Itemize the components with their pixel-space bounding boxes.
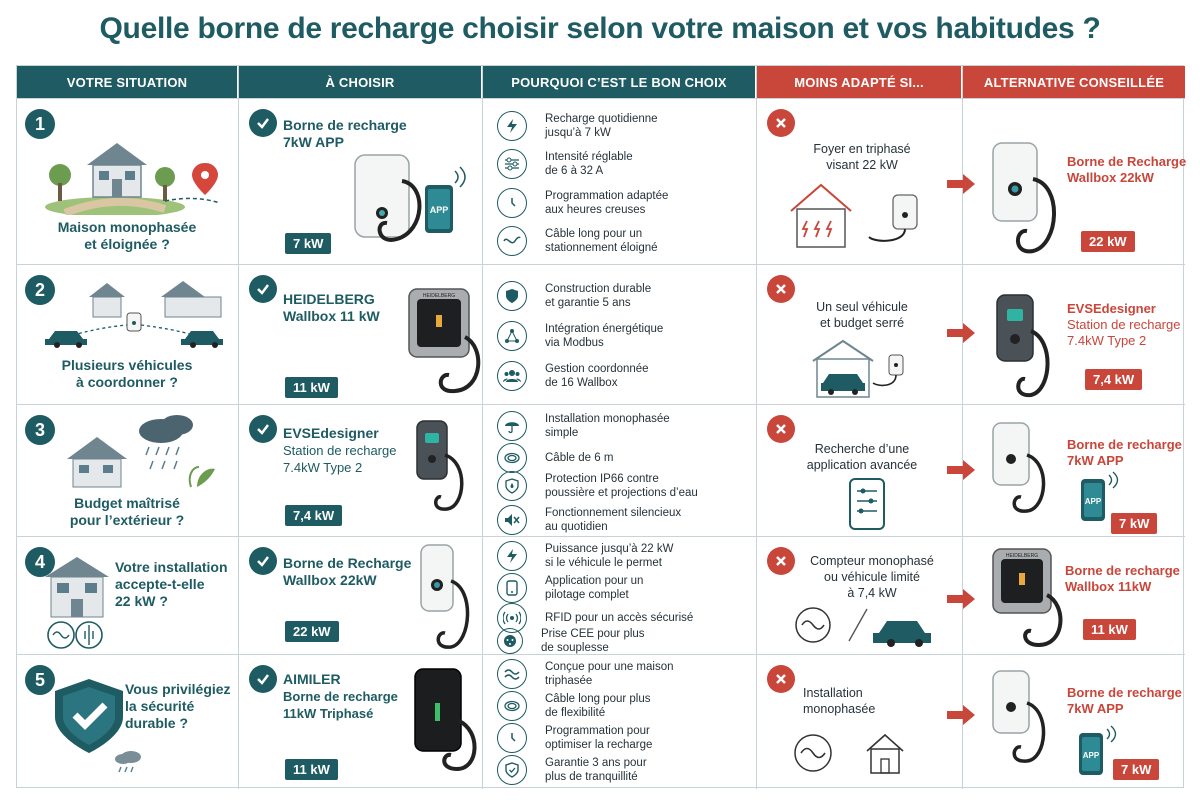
garage-car-icon <box>809 337 929 399</box>
header-why: POURQUOI C’EST LE BON CHOIX <box>483 66 755 98</box>
alternative-name: EVSEdesigner Station de recharge 7.4kW Type 2 <box>1067 301 1181 348</box>
wallbox-dark-icon <box>413 419 479 515</box>
app-label: APP <box>1084 497 1102 506</box>
power-badge: 11 kW <box>285 759 338 780</box>
arrow-right-icon <box>947 589 975 609</box>
x-icon <box>767 109 795 137</box>
wallbox-white-alt-icon <box>987 419 1063 515</box>
phone-icon <box>497 573 527 603</box>
reason-item: Protection IP66 contre poussière et projections d’eau <box>497 471 745 501</box>
table-row <box>17 404 1185 536</box>
reason-item: Recharge quotidienne jusqu’à 7 kW <box>497 111 745 141</box>
wallbox-white-alt-icon <box>987 667 1063 767</box>
cable-coil-icon <box>497 691 527 721</box>
alternative-name: Borne de recharge 7kW APP <box>1067 685 1182 716</box>
clock-icon <box>497 723 527 753</box>
x-icon <box>767 415 795 443</box>
house-rain-icon <box>53 413 223 493</box>
check-icon <box>249 665 277 693</box>
less-suited-text: Un seul véhicule et budget serré <box>816 300 908 330</box>
reason-item: Câble long pour plus de flexibilité <box>497 691 745 721</box>
less-suited-text: Compteur monophasé ou véhicule limité à 7,4 kW <box>810 554 934 600</box>
reason-item: Programmation pour optimiser la recharge <box>497 723 745 753</box>
app-label: APP <box>429 205 449 215</box>
house-landscape-icon <box>45 135 225 215</box>
check-icon <box>249 275 277 303</box>
wallbox-heidelberg-icon <box>405 287 485 397</box>
product-name: Borne de recharge 7kW APP <box>283 117 407 150</box>
device-brand-label: HEIDELBERG <box>1005 553 1039 559</box>
header-situation: VOTRE SITUATION <box>17 66 237 98</box>
header-less: MOINS ADAPTÉ SI... <box>757 66 961 98</box>
check-icon <box>249 415 277 443</box>
product-name: EVSEdesigner Station de recharge 7.4kW Type 2 <box>283 425 397 475</box>
cable-coil-icon <box>497 443 527 473</box>
app-settings-phone-icon <box>847 477 887 531</box>
check-icon <box>249 109 277 137</box>
check-icon <box>249 547 277 575</box>
situation-text: Plusieurs véhicules à coordonner ? <box>61 357 193 390</box>
umbrella-icon <box>497 411 527 441</box>
table-row <box>17 654 1185 789</box>
alternative-badge: 7,4 kW <box>1085 369 1142 390</box>
single-phase-car-icon <box>793 603 953 647</box>
header-choose: À CHOISIR <box>239 66 481 98</box>
power-badge: 7,4 kW <box>285 505 342 526</box>
wallbox-white-icon <box>417 543 483 651</box>
arrow-right-icon <box>947 174 975 194</box>
reason-item: Câble de 6 m <box>497 443 745 473</box>
arrow-right-icon <box>947 323 975 343</box>
alternative-badge: 7 kW <box>1111 513 1157 534</box>
lightning-icon <box>497 111 527 141</box>
situation-text: Maison monophasée et éloignée ? <box>57 219 197 252</box>
comparison-table <box>16 65 1187 788</box>
page-title: Quelle borne de recharge choisir selon votre maison et vos habitudes ? <box>99 12 1101 45</box>
reason-item: Garantie 3 ans pour plus de tranquillité <box>497 755 745 785</box>
arrow-right-icon <box>947 460 975 480</box>
alternative-badge: 11 kW <box>1083 619 1136 640</box>
x-icon <box>767 665 795 693</box>
power-badge: 11 kW <box>285 377 338 398</box>
reason-item: Prise CEE pour plus de souplesse <box>497 627 741 655</box>
situation-text: Budget maîtrisé pour l’extérieur ? <box>69 495 185 528</box>
wallbox-heidelberg-alt-icon <box>989 545 1069 649</box>
product-name: AIMILER Borne de recharge 11kW Triphasé <box>283 671 398 721</box>
table-row <box>17 536 1185 654</box>
product-name: HEIDELBERG Wallbox 11 kW <box>283 291 380 324</box>
alternative-name: Borne de recharge Wallbox 11kW <box>1065 563 1180 594</box>
row-number: 4 <box>25 547 55 577</box>
alternative-name: Borne de recharge 7kW APP <box>1067 437 1182 468</box>
sliders-icon <box>497 149 527 179</box>
less-suited-text: Recherche d’une application avancée <box>806 442 918 472</box>
reason-item: Fonctionnement silencieux au quotidien <box>497 505 745 535</box>
alternative-badge: 7 kW <box>1113 759 1159 780</box>
wallbox-black-icon <box>409 665 485 775</box>
lightning-icon <box>497 541 527 571</box>
clock-icon <box>497 188 527 218</box>
house-meter-icon <box>41 555 117 651</box>
reason-item: Installation monophasée simple <box>497 411 745 441</box>
mute-icon <box>497 505 527 535</box>
alternative-badge: 22 kW <box>1081 231 1135 252</box>
row-number: 1 <box>25 109 55 139</box>
network-icon <box>497 321 527 351</box>
reason-item: Intensité réglable de 6 à 32 A <box>497 149 745 179</box>
situation-text: Votre installation accepte-t-elle 22 kW ? <box>115 559 228 609</box>
situation-text: Vous privilégiez la sécurité durable ? <box>125 681 231 731</box>
reason-item: Gestion coordonnée de 16 Wallbox <box>497 361 745 391</box>
wallbox-white-alt-icon <box>987 139 1067 259</box>
shield-icon <box>497 281 527 311</box>
reason-item: Conçue pour une maison triphasée <box>497 659 745 689</box>
wave-icon <box>497 659 527 689</box>
row-number: 2 <box>25 275 55 305</box>
reason-item: Puissance jusqu’à 22 kW si le véhicule le permet <box>497 541 745 571</box>
product-name: Borne de Recharge Wallbox 22kW <box>283 555 412 588</box>
alternative-name: Borne de Recharge Wallbox 22kW <box>1067 154 1187 185</box>
wallbox-dark-alt-icon <box>991 291 1067 401</box>
water-shield-icon <box>497 471 527 501</box>
single-phase-house-icon <box>793 729 923 777</box>
row-number: 3 <box>25 415 55 445</box>
app-label: APP <box>1082 751 1100 760</box>
x-icon <box>767 547 795 575</box>
users-icon <box>497 361 527 391</box>
plug-icon <box>497 628 523 654</box>
reason-item: Câble long pour un stationnement éloigné <box>497 226 745 256</box>
reason-item: Application pour un pilotage complet <box>497 573 745 603</box>
house-three-phase-icon <box>785 181 935 251</box>
less-suited-text: Foyer en triphasé visant 22 kW <box>813 142 911 172</box>
reason-item: Programmation adaptée aux heures creuses <box>497 188 745 218</box>
cable-icon <box>497 226 527 256</box>
reason-item: Construction durable et garantie 5 ans <box>497 281 745 311</box>
power-badge: 22 kW <box>285 621 339 642</box>
shield-icon <box>497 755 527 785</box>
multi-vehicle-icon <box>43 275 229 351</box>
wallbox-white-icon <box>347 151 477 256</box>
table-row <box>17 264 1185 404</box>
reason-item: RFID pour un accès sécurisé <box>497 603 745 633</box>
less-suited-text: Installation monophasée <box>803 686 876 716</box>
table-row <box>17 98 1185 264</box>
row-number: 5 <box>25 665 55 695</box>
device-brand-label: HEIDELBERG <box>422 293 456 299</box>
reason-item: Intégration énergétique via Modbus <box>497 321 745 351</box>
header-alternative: ALTERNATIVE CONSEILLÉE <box>963 66 1185 98</box>
arrow-right-icon <box>947 705 975 725</box>
power-badge: 7 kW <box>285 233 331 254</box>
